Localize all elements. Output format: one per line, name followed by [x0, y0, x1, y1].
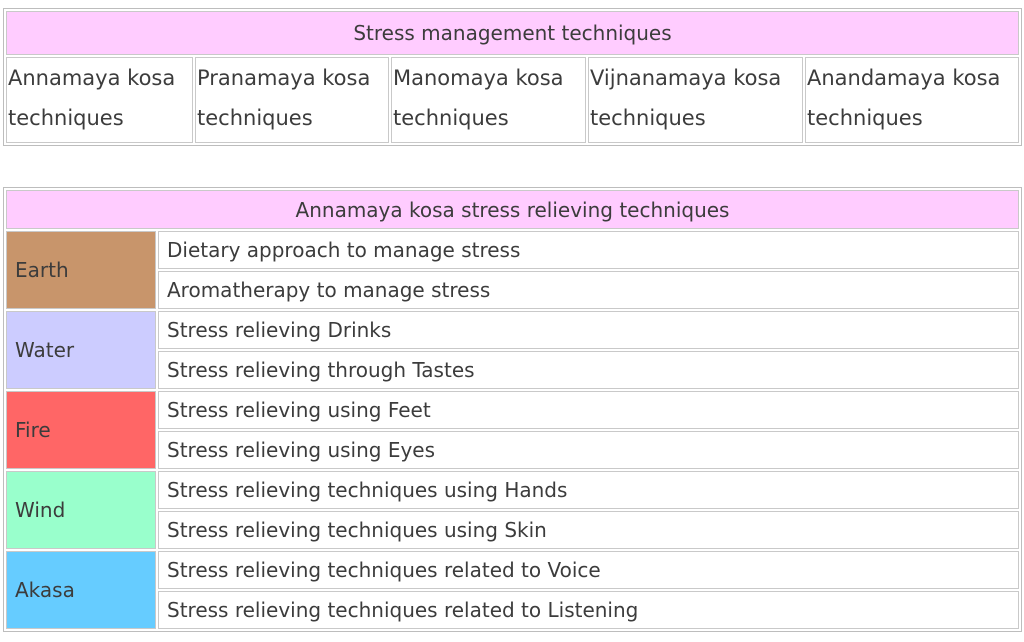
kosa-cell-annamaya [6, 57, 193, 143]
technique-cell: Stress relieving Drinks [158, 311, 1019, 349]
technique-cell: Stress relieving techniques related to Listening [158, 591, 1019, 629]
technique-cell: Stress relieving through Tastes [158, 351, 1019, 389]
technique-cell: Dietary approach to manage stress [158, 231, 1019, 269]
table-title: Annamaya kosa stress relieving techniques [6, 190, 1019, 229]
element-earth: Earth [6, 231, 156, 309]
technique-cell: Aromatherapy to manage stress [158, 271, 1019, 309]
kosa-name: Anandamaya kosa [807, 66, 1001, 90]
kosa-cell-pranamaya [195, 57, 389, 143]
table-title: Stress management techniques [6, 11, 1019, 55]
kosa-cell-anandamaya [805, 57, 1019, 143]
kosa-subtitle: techniques [393, 106, 509, 130]
kosa-subtitle: techniques [807, 106, 923, 130]
kosa-name: Manomaya kosa [393, 66, 564, 90]
kosa-subtitle: techniques [197, 106, 313, 130]
kosa-subtitle: techniques [590, 106, 706, 130]
kosa-name: Pranamaya kosa [197, 66, 371, 90]
kosa-cell-manomaya [391, 57, 586, 143]
stress-management-table [3, 8, 1022, 146]
kosa-cell-vijnanamaya [588, 57, 803, 143]
kosa-subtitle: techniques [8, 106, 124, 130]
element-wind: Wind [6, 471, 156, 549]
annamaya-techniques-table [3, 187, 1022, 632]
kosa-name: Annamaya kosa [8, 66, 176, 90]
kosa-name: Vijnanamaya kosa [590, 66, 782, 90]
element-fire: Fire [6, 391, 156, 469]
element-akasa: Akasa [6, 551, 156, 629]
element-water: Water [6, 311, 156, 389]
technique-cell: Stress relieving techniques related to Voice [158, 551, 1019, 589]
technique-cell: Stress relieving using Feet [158, 391, 1019, 429]
technique-cell: Stress relieving using Eyes [158, 431, 1019, 469]
technique-cell: Stress relieving techniques using Skin [158, 511, 1019, 549]
technique-cell: Stress relieving techniques using Hands [158, 471, 1019, 509]
